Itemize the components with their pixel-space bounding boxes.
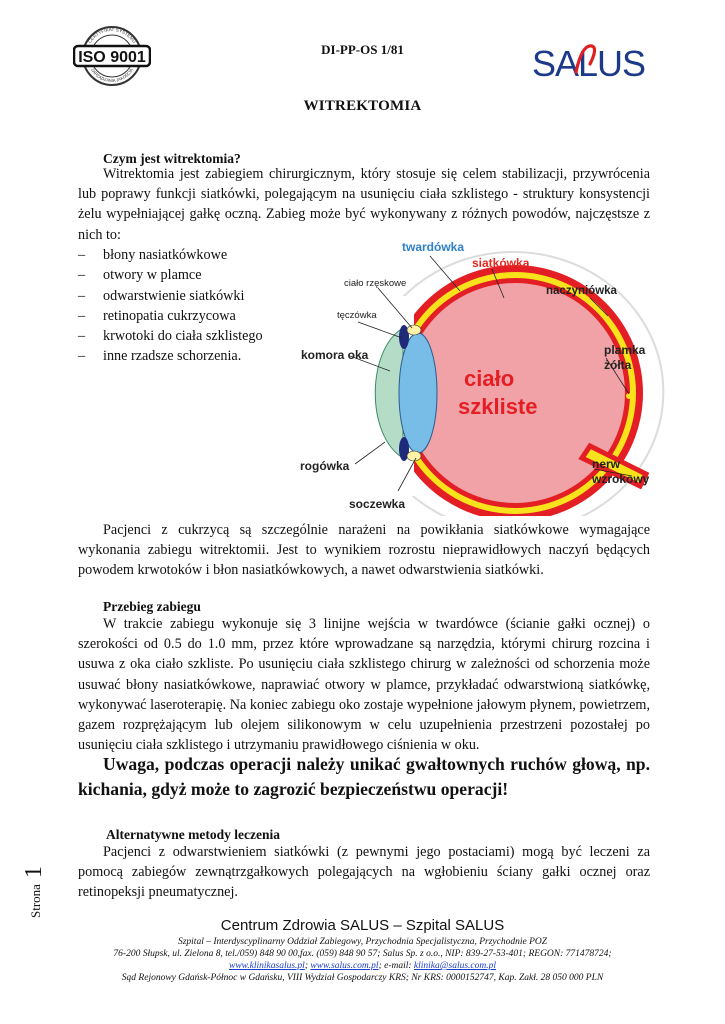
footer-line-1: Szpital – Interdyscyplinarny Oddział Zabiegowy, Przychodnia Specjalistyczna, Przychodnie POZ	[177, 937, 548, 947]
warning-text: Uwaga, podczas operacji należy unikać gwałtownych ruchów głową, np. kichania, gdyż może to zagrozić bezpieczeństwu operacji!	[78, 754, 650, 799]
reasons-list	[78, 245, 308, 367]
footer-line-2: 76-200 Słupsk, ul. Zielona 8, tel./059) 848 90 00,fax. (059) 848 90 57; Salus Sp. z o.o., NIP: 839-27-53-401; REGON: 771478724;	[113, 949, 612, 959]
label-optic-nerve-2: wzrokowy	[592, 472, 650, 486]
document-id: DI-PP-OS 1/81	[321, 42, 404, 57]
section-heading-procedure: Przebieg zabiegu	[103, 599, 201, 614]
list-item: – retinopatia cukrzycowa	[78, 306, 308, 326]
section-heading-alternatives: Alternatywne metody leczenia	[106, 827, 280, 842]
website-link-salus[interactable]: www.salus.com.pl	[310, 961, 379, 971]
iso-ring-top-text: CERTYFIKAT SYSTEMU	[87, 26, 137, 44]
salus-logo	[532, 42, 656, 82]
page-number-value: 1	[21, 866, 47, 878]
section-body-what-is: Witrektomia jest zabiegiem chirurgicznym, który stosuje się celem stabilizacji, przywrócenia lub poprawy funkcji siatkówki, polegającym na usunięciu ciała szklistego - struktury konsystencji żelu wypełniającej gałkę oczną. Zabieg może być wykonywany z różnych powodów, najczęstsze z nich to:	[78, 166, 650, 243]
label-optic-nerve-1: nerw	[592, 457, 621, 471]
footer-line-3	[0, 961, 725, 971]
website-link-klinikasalus[interactable]: www.klinikasalus.pl	[228, 961, 305, 971]
section-heading-what-is: Czym jest witrektomia?	[103, 151, 241, 166]
label-ciliary-body: ciało rzęskowe	[344, 278, 407, 289]
section-body-alternatives: Pacjenci z odwarstwieniem siatkówki (z pewnymi jego postaciami) mogą być leczeni za pomocą zabiegów zewnątrzgałkowych polegających na wgłobieniu ściany gałki ocznej oraz retinopeksji pneumatycznej.	[78, 844, 650, 901]
label-anterior-chamber: komora oka	[301, 348, 369, 362]
email-label: ; e-mail:	[378, 961, 414, 971]
label-iris: tęczówka	[337, 310, 377, 321]
page-title: WITREKTOMIA	[303, 98, 422, 114]
email-link[interactable]: klinika@salus.com.pl	[413, 961, 497, 971]
eye-anatomy-diagram	[290, 236, 670, 516]
list-item: – krwotoki do ciała szklistego	[78, 326, 308, 346]
list-item: – inne rzadsze schorzenia.	[78, 346, 308, 366]
label-retina: siatkówka	[472, 256, 530, 270]
list-item: – odwarstwienie siatkówki	[78, 286, 308, 306]
lens-shape	[399, 333, 437, 453]
page-number	[16, 860, 60, 920]
label-vitreous-1: ciało	[464, 366, 515, 391]
list-item: – błony nasiatkówkowe	[78, 245, 308, 265]
footer-sep: ;	[304, 961, 311, 971]
label-macula-1: plamka	[604, 343, 646, 357]
footer-title: Centrum Zdrowia SALUS – Szpital SALUS	[220, 917, 505, 934]
label-sclera: twardówka	[402, 240, 465, 254]
label-lens: soczewka	[349, 497, 406, 511]
diabetes-paragraph: Pacjenci z cukrzycą są szczególnie narażeni na powikłania siatkówkowe wymagające wykonania zabiegu witrektomii. Jest to wynikiem rozrostu nieprawidłowych naczyń będących powodem krwotoków i błon nasiatkówkowych, a nawet odwarstwienia siatkówki.	[78, 522, 650, 579]
ciliary-body-bottom	[407, 451, 421, 461]
iso-label: ISO 9001	[78, 49, 146, 66]
iso-ring-bottom-text: ZARZĄDZANIA JAKOŚCIĄ	[90, 67, 134, 84]
section-body-procedure: W trakcie zabiegu wykonuje się 3 linijne wejścia w twardówce (ścianie gałki ocznej) o szerokości od 0.5 do 1.0 mm, przez które wprowadzane są narzędzia, którymi chirurg rozcina i usuwa z oka ciało szkliste. Po usunięciu ciała szklistego chirurg w zależności od schorzenia może usuwać błony nasiatkówkowe, naprawiać otwory w plamce, przykładać odwarstwioną siatkówkę, wykonywać laseroterapię. Na koniec zabiegu oko zostaje wypełnione jałowym płynem, powietrzem, gazem rozprężającym lub olejem silikonowym w celu uzupełnienia przestrzeni pozostałej po usunięciu ciała szklistego i utrzymaniu prawidłowego ciśnienia w oku.	[78, 616, 650, 754]
label-vitreous-2: szkliste	[458, 394, 538, 419]
label-choroid: naczyniówka	[546, 285, 617, 297]
list-item: – otwory w plamce	[78, 265, 308, 285]
logo-text: SALUS	[532, 43, 646, 82]
label-macula-2: żółta	[604, 358, 632, 372]
page-label: Strona	[28, 884, 43, 918]
ciliary-body-top	[407, 325, 421, 335]
label-cornea: rogówka	[300, 459, 350, 473]
footer-line-4: Sąd Rejonowy Gdańsk-Północ w Gdańsku, VIII Wydział Gospodarczy KRS; Nr KRS: 0000152747, Kap. Zakł. 28 050 000 PLN	[121, 973, 604, 983]
